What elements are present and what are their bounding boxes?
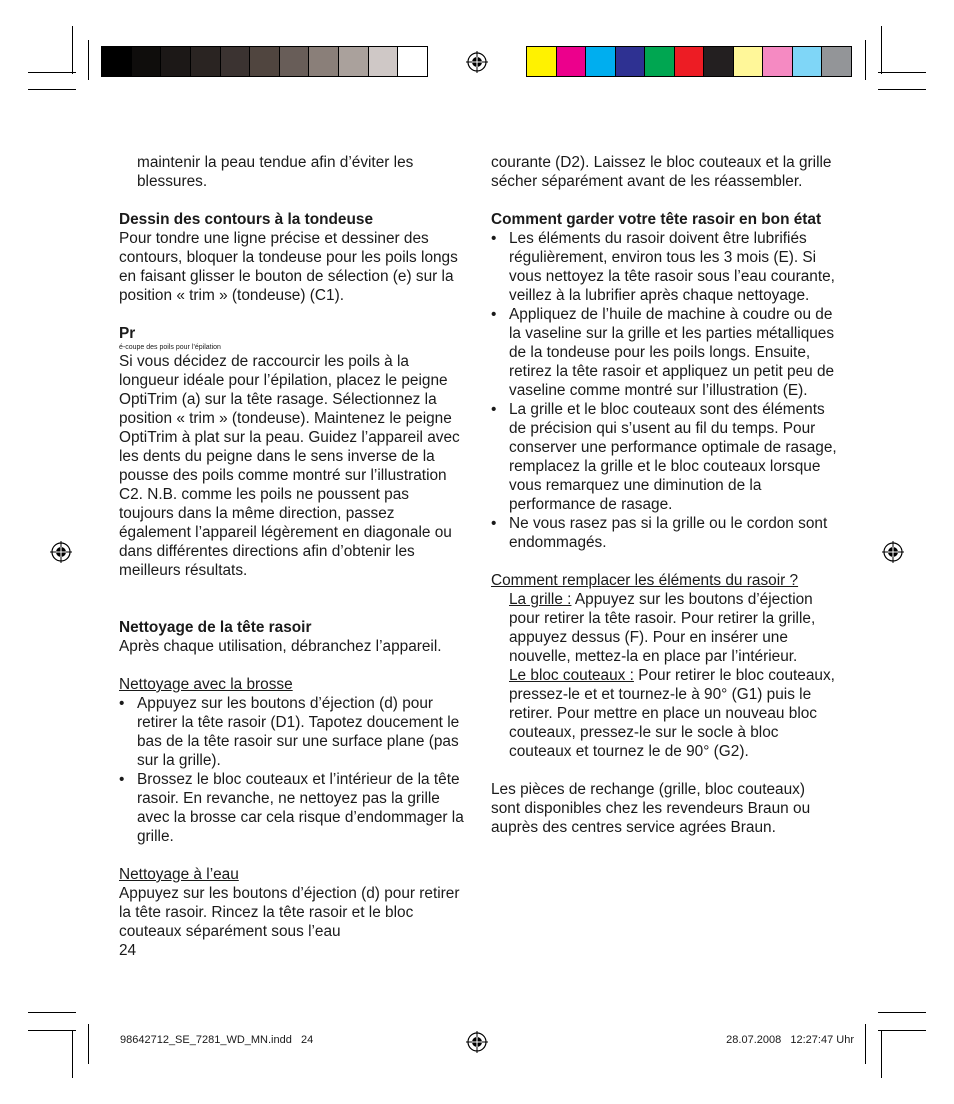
color-swatch	[339, 47, 369, 76]
water-body: Appuyez sur les boutons d’éjection (d) pour retirer la tête rasoir. Rincez la tête rasoir et le bloc couteaux séparément sous l’eau	[119, 885, 460, 940]
footer-file-name: 98642712_SE_7281_WD_MN.indd 24	[120, 1034, 314, 1046]
color-swatch	[822, 47, 851, 76]
precut-heading: Pr	[119, 325, 136, 342]
care-heading: Comment garder votre tête rasoir en bon état	[491, 211, 822, 228]
foil-paragraph	[491, 590, 837, 666]
process-color-bar	[526, 46, 852, 77]
color-swatch	[369, 47, 399, 76]
list-item: • Les éléments du rasoir doivent être lubrifiés régulièrement, environ tous les 3 mois (E). Si vous nettoyez la tête rasoir sous l’eau courante, veillez à la lubrifier après chaque nettoyage.	[491, 230, 835, 304]
color-swatch	[675, 47, 705, 76]
color-swatch	[102, 47, 132, 76]
cutter-text: Pour retirer le bloc couteaux, pressez-le et et tournez-le à 90° (G1) puis le retirer. Pour mettre en place un nouveau bloc couteaux, pressez-le sur le socle à bloc couteaux et tournez le de 90° (G2).	[509, 667, 835, 760]
cutter-paragraph	[491, 666, 837, 761]
color-swatch	[161, 47, 191, 76]
brush-heading: Nettoyage avec la brosse	[119, 676, 293, 693]
registration-mark-icon	[882, 541, 904, 563]
replace-heading: Comment remplacer les éléments du rasoir ?	[491, 572, 799, 589]
trim-body: Pour tondre une ligne précise et dessiner des contours, bloquer la tondeuse pour les poils longs en faisant glisser le bouton de sélection (e) sur la position « trim » (tondeuse) (C1).	[119, 230, 458, 304]
color-swatch	[557, 47, 587, 76]
water-continuation: courante (D2). Laissez le bloc couteaux et la grille sécher séparément avant de les réassembler.	[491, 154, 832, 190]
registration-mark-icon	[466, 1031, 488, 1053]
list-item: • Appuyez sur les boutons d’éjection (d) pour retirer la tête rasoir (D1). Tapotez doucement le bas de la tête rasoir sur une surface plane (pas sur la grille).	[119, 695, 460, 769]
color-swatch	[793, 47, 823, 76]
left-column	[119, 153, 465, 960]
page-number: 24	[119, 942, 137, 959]
cleaning-heading: Nettoyage de la tête rasoir	[119, 619, 312, 636]
right-column	[491, 153, 837, 837]
color-swatch	[132, 47, 162, 76]
spare-parts: Les pièces de rechange (grille, bloc couteaux) sont disponibles chez les revendeurs Braun ou auprès des centres service agrées Braun.	[491, 781, 811, 836]
registration-mark-icon	[466, 51, 488, 73]
color-swatch	[280, 47, 310, 76]
precut-tiny-heading: é-coupe des poils pour l’épilation	[119, 344, 221, 351]
color-swatch	[309, 47, 339, 76]
color-swatch	[616, 47, 646, 76]
cleaning-body: Après chaque utilisation, débranchez l’appareil.	[119, 638, 442, 655]
precut-body: Si vous décidez de raccourcir les poils à la longueur idéale pour l’épilation, placez le peigne OptiTrim (a) sur la tête rasage. Sélectionnez la position « trim » (tondeuse). Maintenez le peigne OptiTrim à plat sur la peau. Guidez l’appareil avec les dents du peigne dans le sens inverse de la pousse des poils comme montré sur l’illustration C2. N.B. comme les poils ne poussent pas toujours dans la même direction, passez également l’appareil légèrement en diagonale ou dans différentes directions afin d’obtenir les meilleurs résultats.	[119, 353, 460, 579]
color-swatch	[398, 47, 427, 76]
grayscale-color-bar	[101, 46, 428, 77]
list-item: • Ne vous rasez pas si la grille ou le cordon sont endommagés.	[491, 515, 828, 551]
registration-mark-icon	[50, 541, 72, 563]
trim-heading: Dessin des contours à la tondeuse	[119, 211, 374, 228]
list-item: • Brossez le bloc couteaux et l’intérieur de la tête rasoir. En revanche, ne nettoyez pas la grille avec la brosse car cela risque d’endommager la grille.	[119, 771, 464, 845]
color-swatch	[734, 47, 764, 76]
color-swatch	[645, 47, 675, 76]
list-item: • La grille et le bloc couteaux sont des éléments de précision qui s’usent au fil du temps. Pour conserver une performance optimale de rasage, remplacez la grille et le bloc couteaux lorsque vous remarquez une diminution de la performance de rasage.	[491, 401, 837, 513]
color-swatch	[191, 47, 221, 76]
cutter-label: Le bloc couteaux :	[509, 667, 634, 684]
intro-continuation: maintenir la peau tendue afin d’éviter les blessures.	[137, 154, 414, 190]
color-swatch	[586, 47, 616, 76]
list-item: • Appliquez de l’huile de machine à coudre ou de la vaseline sur la grille et les parties métalliques de la tondeuse pour les poils longs. Ensuite, retirez la tête rasoir et appliquez un petit peu de vaseline comme montré sur l’illustration (E).	[491, 306, 835, 399]
color-swatch	[704, 47, 734, 76]
color-swatch	[763, 47, 793, 76]
foil-text: Appuyez sur les boutons d’éjection pour retirer la tête rasoir. Pour retirer la grille, appuyez dessus (F). Pour en insérer une nouvelle, mettez-la en place par l’intérieur.	[509, 591, 816, 665]
color-swatch	[221, 47, 251, 76]
color-swatch	[250, 47, 280, 76]
footer-timestamp: 28.07.2008 12:27:47 Uhr	[726, 1034, 854, 1046]
color-swatch	[527, 47, 557, 76]
foil-label: La grille :	[509, 591, 572, 608]
water-heading: Nettoyage à l’eau	[119, 866, 239, 883]
